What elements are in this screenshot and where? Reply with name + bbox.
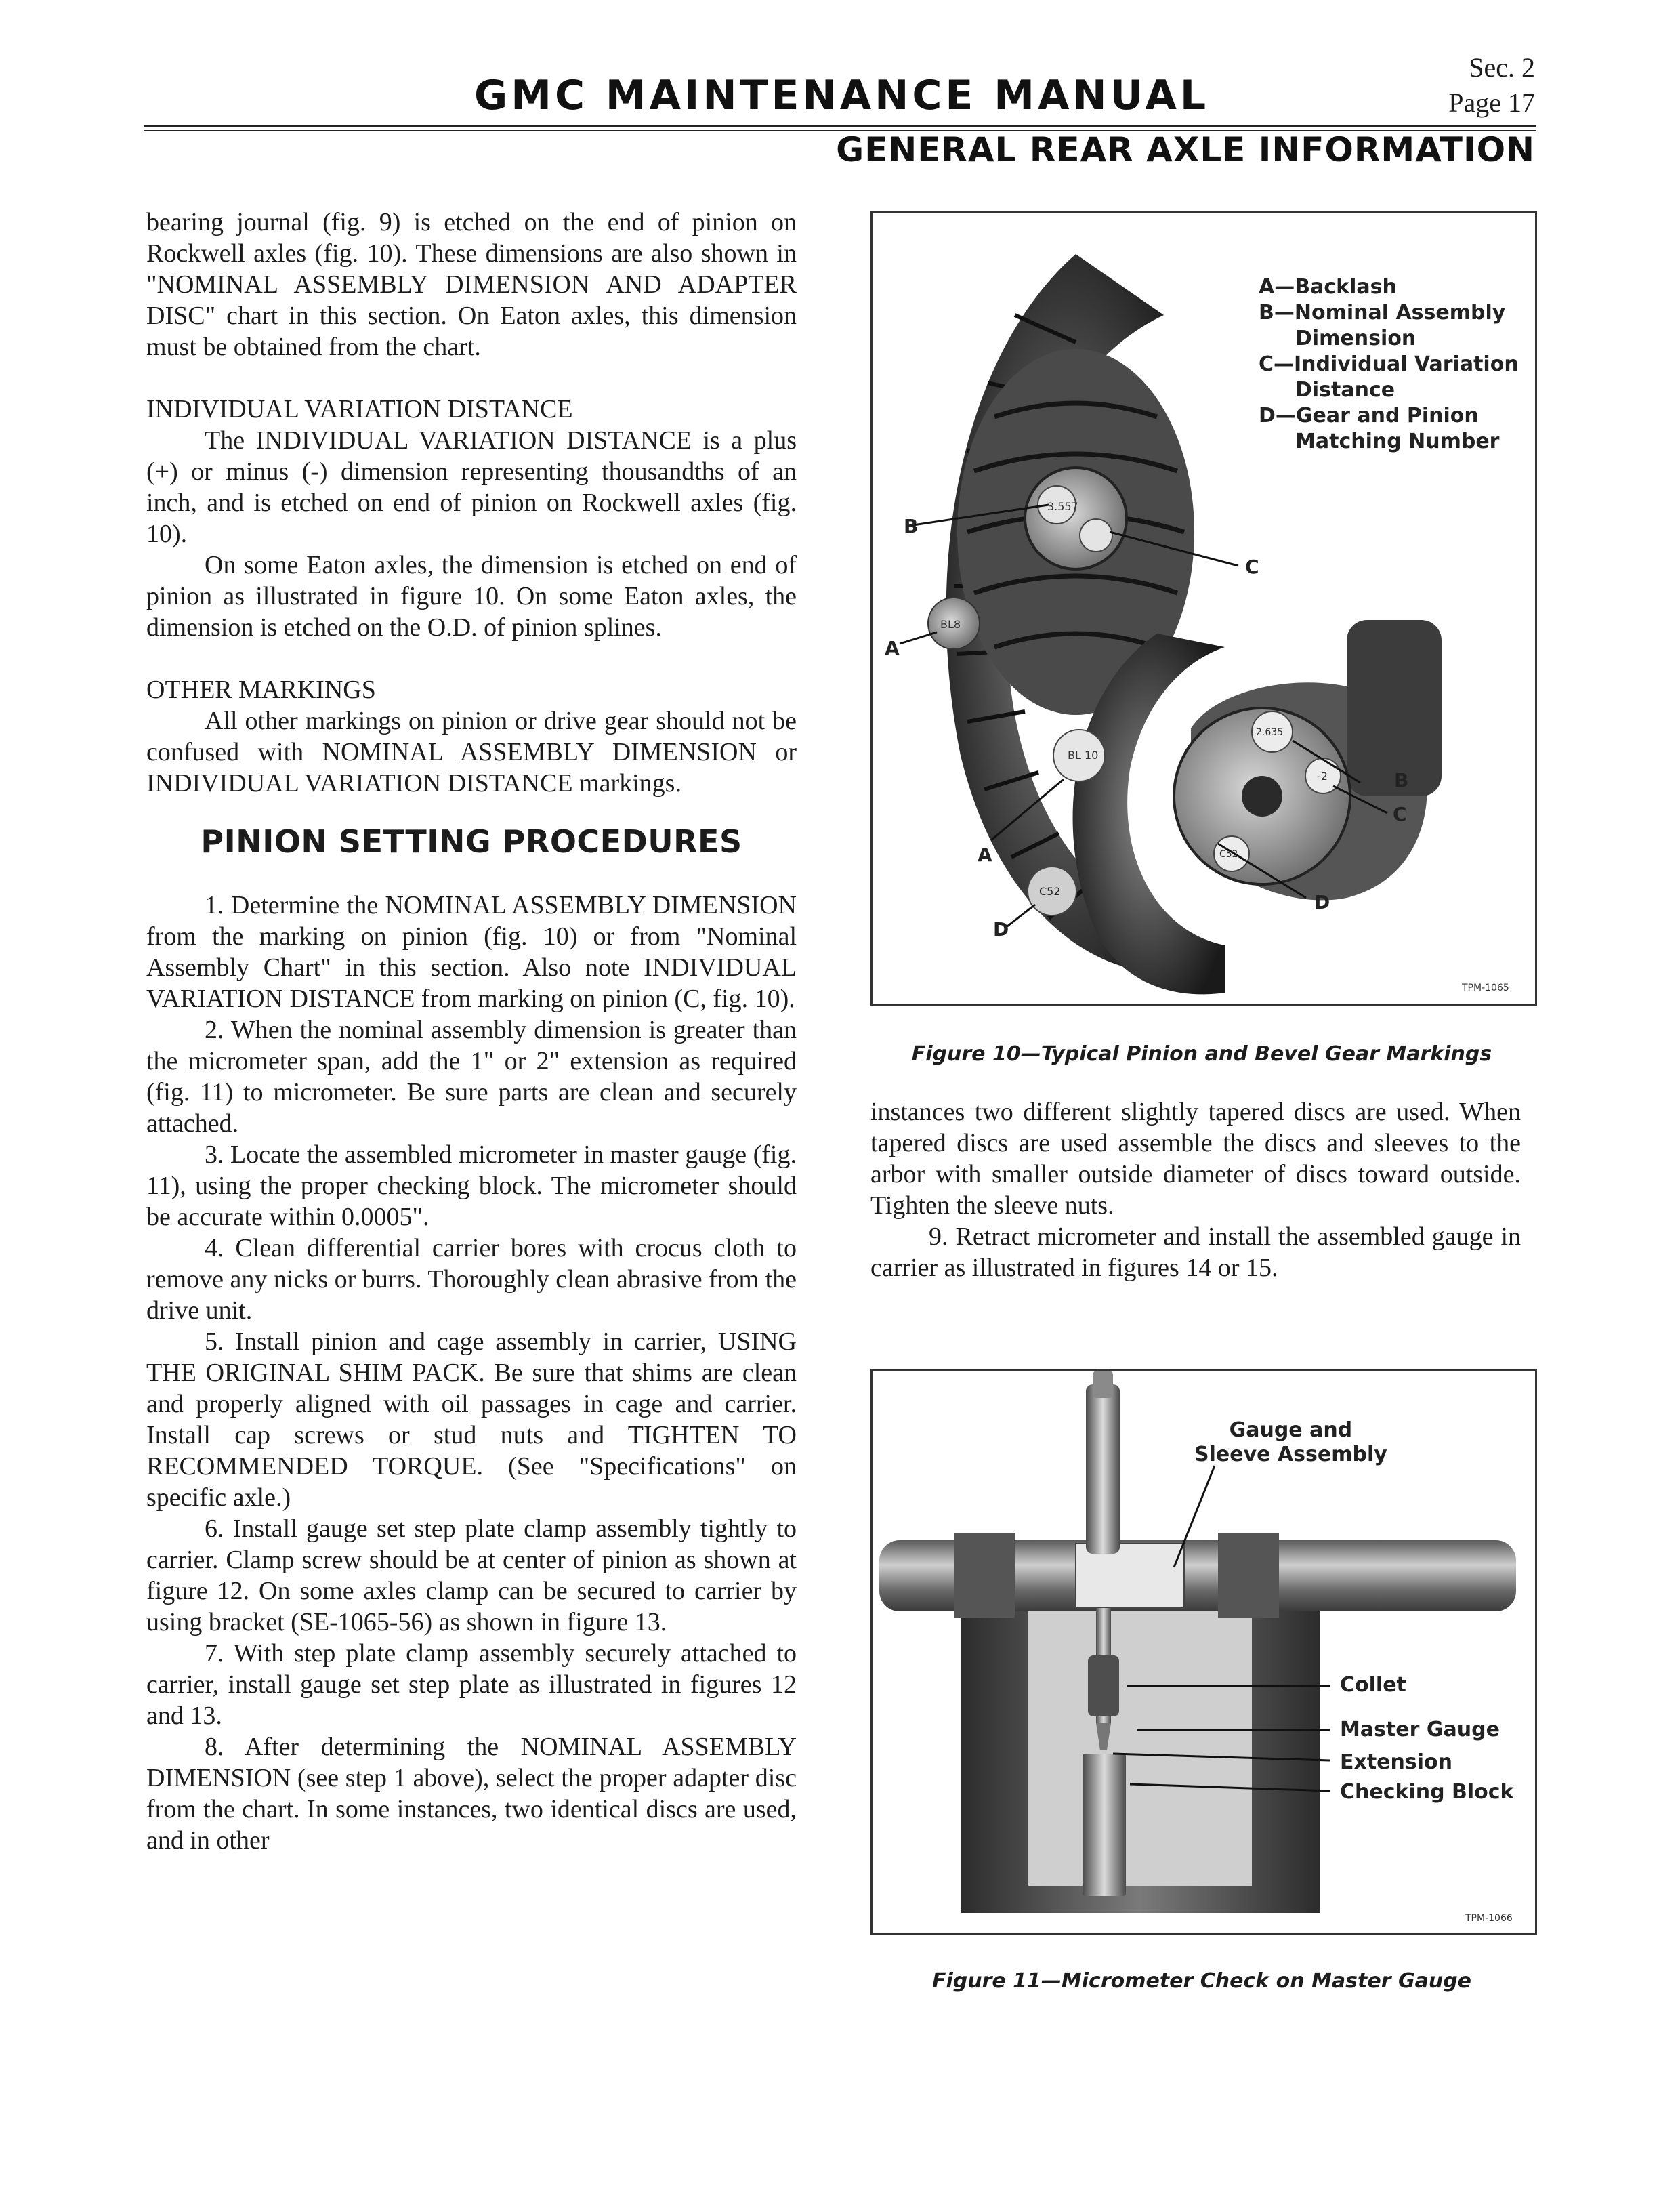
- figure-10-legend: [1259, 274, 1530, 455]
- continued-paragraph: instances two different slightly tapered discs are used. When tapered discs are used assemble the discs and sleeves to the arbor with smaller outside diameter of discs toward outside. Tighten the sleeve nuts.: [870, 1098, 1521, 1220]
- callout-label: C: [1245, 556, 1259, 578]
- callout-label: D: [1314, 891, 1330, 913]
- procedure-step: 9. Retract micrometer and install the assembled gauge in carrier as illustrated in figures 14 or 15.: [870, 1222, 1521, 1282]
- procedure-step: 5. Install pinion and cage assembly in carrier, USING THE ORIGINAL SHIM PACK. Be sure that shims are clean and properly aligned with oil passages in cage and carrier. Install cap screws or stud nuts and TIGHTEN TO RECOMMENDED TORQUE. (See "Specifications" on specific axle.): [146, 1327, 797, 1512]
- chapter-subtitle: GENERAL REAR AXLE INFORMATION: [836, 130, 1535, 169]
- page-number: Page 17: [1448, 87, 1535, 118]
- header-rule: [144, 125, 1536, 127]
- ivd-heading: INDIVIDUAL VARIATION DISTANCE: [146, 395, 573, 424]
- master-gauge-label: Master Gauge: [1340, 1718, 1500, 1741]
- callout-label: B: [904, 515, 919, 537]
- procedure-step: 4. Clean differential carrier bores with crocus cloth to remove any nicks or burrs. Thoroughly clean abrasive from the drive unit.: [146, 1234, 797, 1325]
- marking-label: C52: [1219, 849, 1238, 860]
- intro-paragraph: bearing journal (fig. 9) is etched on the end of pinion on Rockwell axles (fig. 10). These dimensions are also shown in "NOMINAL ASSEMBLY DIMENSION AND ADAPTER DISC" chart in this section. On Eaton axles, this dimension must be obtained from the chart.: [146, 208, 797, 361]
- marking-label: C52: [1039, 885, 1061, 898]
- legend-item: Dimension: [1295, 327, 1416, 350]
- right-column: [870, 1096, 1521, 1283]
- callout-label: A: [885, 637, 900, 659]
- callout-label: A: [978, 844, 992, 866]
- procedure-step: 1. Determine the NOMINAL ASSEMBLY DIMENSION from the marking on pinion (fig. 10) or from "Nominal Assembly Chart" in this section. Also note INDIVIDUAL VARIATION DISTANCE from marking on pinion (C, fig. 10).: [146, 891, 797, 1013]
- marking-label: BL8: [940, 618, 961, 631]
- marking-label: 3.557: [1047, 500, 1078, 513]
- callout-label: C: [1393, 803, 1407, 825]
- manual-title: GMC MAINTENANCE MANUAL: [474, 72, 1210, 119]
- marking-label: BL 10: [1068, 749, 1099, 762]
- section-number: Sec. 2: [1469, 52, 1535, 83]
- procedure-step: 7. With step plate clamp assembly securely attached to carrier, install gauge set step plate as illustrated in figures 12 and 13.: [146, 1639, 797, 1730]
- section-heading: PINION SETTING PROCEDURES: [201, 823, 742, 860]
- collet-label: Collet: [1340, 1673, 1406, 1697]
- figure-code: TPM-1066: [1465, 1913, 1513, 1924]
- legend-item: A—Backlash: [1259, 275, 1397, 299]
- ivd-paragraph: The INDIVIDUAL VARIATION DISTANCE is a plus (+) or minus (-) dimension representing thousandths of an inch, and is etched on end of pinion on Rockwell axles (fig. 10).: [146, 426, 797, 548]
- gauge-sleeve-label: [1194, 1418, 1387, 1467]
- procedure-step: 6. Install gauge set step plate clamp assembly tightly to carrier. Clamp screw should be at center of pinion as shown at figure 12. On some axles clamp can be secured to carrier by using bracket (SE-1065-56) as shown in figure 13.: [146, 1514, 797, 1636]
- legend-item: Distance: [1295, 378, 1395, 402]
- legend-item: D—Gear and Pinion: [1259, 404, 1479, 428]
- other-markings-heading: OTHER MARKINGS: [146, 676, 376, 704]
- marking-label: 2.635: [1256, 727, 1284, 738]
- left-column: [146, 207, 797, 1856]
- legend-item: C—Individual Variation: [1259, 352, 1519, 376]
- procedure-step: 3. Locate the assembled micrometer in master gauge (fig. 11), using the proper checking block. The micrometer should be accurate within 0.0005".: [146, 1140, 797, 1231]
- callout-label: D: [993, 918, 1009, 941]
- label-line: Gauge and: [1229, 1418, 1353, 1442]
- figure-10-pinion-gear-photo: [870, 211, 1537, 1006]
- label-line: Sleeve Assembly: [1194, 1443, 1387, 1466]
- extension-label: Extension: [1340, 1750, 1452, 1774]
- procedure-step: 8. After determining the NOMINAL ASSEMBLY DIMENSION (see step 1 above), select the proper adapter disc from the chart. In some instances, two identical discs are used, and in other: [146, 1733, 797, 1855]
- legend-item: Matching Number: [1295, 430, 1500, 453]
- legend-item: B—Nominal Assembly: [1259, 301, 1506, 325]
- figure-11-caption: Figure 11—Micrometer Check on Master Gauge: [931, 1969, 1472, 1993]
- checking-block-label: Checking Block: [1340, 1780, 1514, 1804]
- figure-11-micrometer-photo: [870, 1369, 1537, 1935]
- other-markings-paragraph: All other markings on pinion or drive gear should not be confused with NOMINAL ASSEMBLY DIMENSION or INDIVIDUAL VARIATION DISTANCE markings.: [146, 707, 797, 798]
- callout-label: B: [1394, 769, 1409, 791]
- marking-label: -2: [1317, 770, 1328, 783]
- figure-code: TPM-1065: [1462, 983, 1509, 993]
- section-page-info: [1448, 50, 1535, 121]
- ivd-paragraph: On some Eaton axles, the dimension is etched on end of pinion as illustrated in figure 10. On some Eaton axles, the dimension is etched on the O.D. of pinion splines.: [146, 551, 797, 642]
- procedure-step: 2. When the nominal assembly dimension is greater than the micrometer span, add the 1" or 2" extension as required (fig. 11) to micrometer. Be sure parts are clean and securely attached.: [146, 1016, 797, 1138]
- figure-10-caption: Figure 10—Typical Pinion and Bevel Gear Markings: [911, 1042, 1492, 1066]
